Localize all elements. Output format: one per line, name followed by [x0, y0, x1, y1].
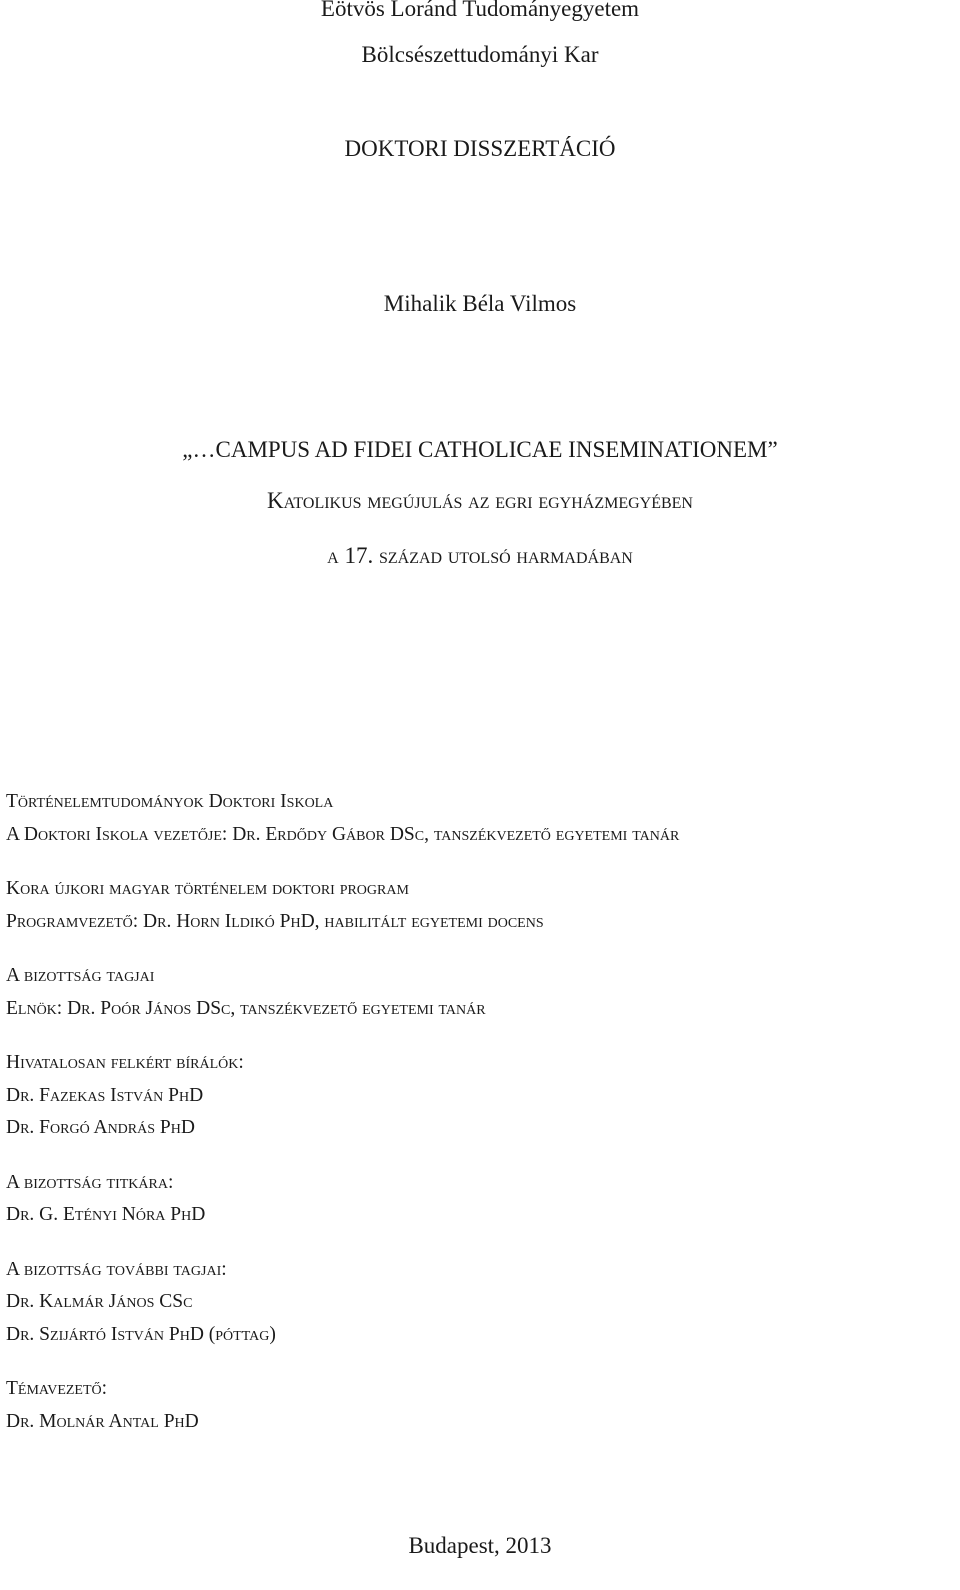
committee-chair: Elnök: Dr. Poór János DSc, tanszékvezető egyetemi tanár: [6, 997, 486, 1019]
title-line-1: „…CAMPUS AD FIDEI CATHOLICAE INSEMINATIONEM”: [182, 437, 778, 462]
doctoral-school-name: Történelemtudományok Doktori Iskola: [6, 791, 334, 812]
further-members-heading: A bizottság további tagjai:: [6, 1258, 227, 1280]
secretary-heading: A bizottság titkára:: [6, 1171, 174, 1193]
reviewer-2: Dr. Forgó András PhD: [6, 1117, 195, 1138]
title-line-2: Katolikus megújulás az egri egyházmegyében: [267, 488, 693, 513]
committee-block: [6, 786, 946, 1438]
doctoral-school-head: A Doktori Iskola vezetője: Dr. Erdődy Gábor DSc, tanszékvezető egyetemi tanár: [6, 823, 680, 845]
reviewers-heading: Hivatalosan felkért bírálók:: [6, 1052, 244, 1073]
further-member-1: Dr. Kalmár János CSc: [6, 1291, 193, 1312]
university-name: Eötvös Loránd Tudományegyetem: [320, 0, 640, 21]
supervisor-heading: Témavezető:: [6, 1378, 108, 1399]
secretary-name: Dr. G. Etényi Nóra PhD: [6, 1204, 206, 1225]
author-name: Mihalik Béla Vilmos: [383, 291, 577, 316]
faculty-name: Bölcsészettudományi Kar: [361, 42, 599, 67]
doctoral-program-name: Kora újkori magyar történelem doktori program: [6, 878, 409, 899]
document-type: DOKTORI DISSZERTÁCIÓ: [344, 136, 616, 161]
place-and-date: Budapest, 2013: [408, 1533, 552, 1558]
further-member-2: Dr. Szijártó István PhD (póttag): [6, 1323, 276, 1345]
doctoral-program-head: Programvezető: Dr. Horn Ildikó PhD, habilitált egyetemi docens: [6, 910, 544, 932]
title-line-3: a 17. század utolsó harmadában: [327, 543, 633, 568]
reviewer-1: Dr. Fazekas István PhD: [6, 1084, 204, 1106]
committee-members-heading: A bizottság tagjai: [6, 965, 155, 986]
supervisor-name: Dr. Molnár Antal PhD: [6, 1410, 199, 1432]
